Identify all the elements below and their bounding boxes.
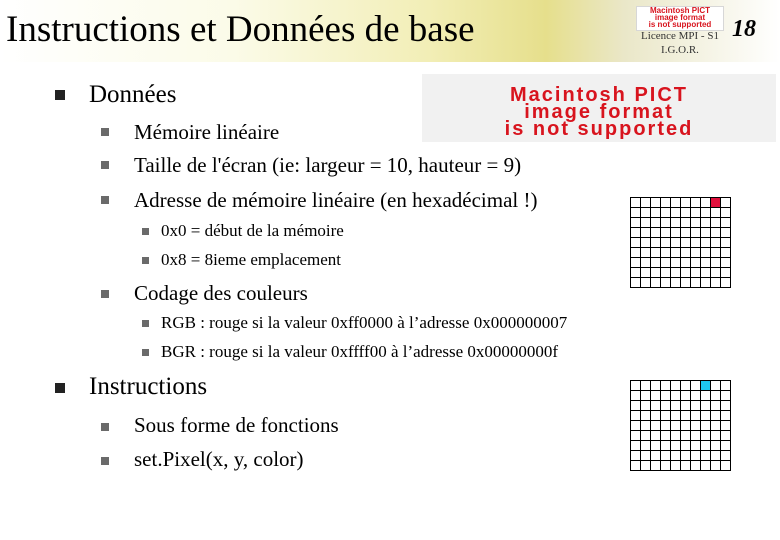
memory-cell [631,268,641,278]
memory-cell [681,208,691,218]
memory-cell [711,238,721,248]
memory-grid-rgb [630,197,731,288]
memory-cell [701,268,711,278]
memory-cell [681,278,691,288]
memory-cell [641,441,651,451]
memory-cell [691,268,701,278]
memory-cell [651,238,661,248]
memory-grid-bgr [630,380,731,471]
list-item: Adresse de mémoire linéaire (en hexadécimal !) [134,188,538,212]
memory-cell [681,381,691,391]
memory-cell [711,381,721,391]
memory-cell [661,461,671,471]
memory-cell [691,258,701,268]
memory-cell [631,441,641,451]
memory-cell [631,431,641,441]
memory-cell [681,238,691,248]
memory-cell [701,421,711,431]
memory-cell [671,198,681,208]
list-item: BGR : rouge si la valeur 0xffff00 à l’adresse 0x00000000f [161,342,559,361]
memory-cell [631,198,641,208]
memory-cell [641,278,651,288]
memory-cell [641,208,651,218]
memory-cell [721,278,731,288]
memory-cell [661,411,671,421]
memory-cell [651,208,661,218]
memory-cell [651,228,661,238]
memory-cell [721,421,731,431]
memory-cell [651,198,661,208]
list-item: 0x8 = 8ieme emplacement [161,250,341,269]
memory-cell [711,208,721,218]
memory-cell [691,401,701,411]
slide-number: 18 [732,16,756,42]
memory-cell [641,391,651,401]
memory-cell [711,391,721,401]
memory-cell [691,198,701,208]
memory-cell [671,228,681,238]
memory-cell [661,441,671,451]
pict-image-placeholder: Macintosh PICT image format is not supported [422,74,776,142]
section-instructions: Instructions [89,373,208,400]
memory-cell [631,421,641,431]
memory-cell [661,268,671,278]
list-item: Mémoire linéaire [134,120,280,144]
list-item: RGB : rouge si la valeur 0xff0000 à l’adresse 0x000000007 [161,313,568,332]
memory-cell [641,268,651,278]
memory-cell [691,451,701,461]
memory-cell [691,381,701,391]
memory-cell [721,228,731,238]
memory-cell [681,228,691,238]
memory-cell [651,411,661,421]
memory-cell [711,431,721,441]
memory-cell [671,238,681,248]
memory-cell [711,461,721,471]
bullet-icon [101,128,109,136]
memory-cell [631,238,641,248]
memory-cell [691,411,701,421]
memory-cell [651,391,661,401]
memory-cell [641,228,651,238]
memory-cell [631,248,641,258]
memory-cell [651,218,661,228]
bullet-icon [142,349,149,356]
memory-cell [631,278,641,288]
bullet-icon [101,290,109,298]
memory-cell [641,411,651,421]
memory-cell [691,248,701,258]
memory-cell [711,421,721,431]
memory-cell [671,381,681,391]
memory-cell [631,228,641,238]
memory-cell [631,381,641,391]
memory-cell [711,218,721,228]
memory-cell [721,461,731,471]
bullet-icon [101,161,109,169]
memory-cell [641,421,651,431]
memory-cell [661,431,671,441]
memory-cell [711,258,721,268]
memory-cell [651,381,661,391]
list-item: Sous forme de fonctions [134,413,339,437]
memory-cell [681,218,691,228]
memory-cell [701,391,711,401]
memory-cell [661,401,671,411]
memory-cell [721,451,731,461]
memory-cell [641,198,651,208]
memory-cell [691,441,701,451]
memory-cell [651,451,661,461]
memory-cell [721,268,731,278]
memory-cell [701,258,711,268]
memory-cell [691,421,701,431]
memory-cell [691,431,701,441]
memory-cell [671,441,681,451]
memory-cell [671,258,681,268]
memory-cell [681,421,691,431]
memory-cell [661,198,671,208]
memory-cell [631,391,641,401]
memory-cell [641,461,651,471]
memory-cell [641,401,651,411]
memory-cell [721,431,731,441]
memory-cell [661,258,671,268]
small-pict-placeholder: Macintosh PICT image format is not supported [636,6,724,31]
bullet-icon [101,457,109,465]
memory-cell [641,248,651,258]
memory-cell [661,238,671,248]
memory-cell [691,461,701,471]
memory-cell [721,218,731,228]
memory-cell [721,401,731,411]
memory-cell [631,208,641,218]
memory-cell [631,461,641,471]
memory-cell [661,228,671,238]
memory-cell [651,421,661,431]
memory-cell [711,411,721,421]
memory-cell [681,198,691,208]
memory-cell [671,421,681,431]
memory-cell [691,228,701,238]
memory-cell [681,411,691,421]
memory-cell [661,208,671,218]
memory-cell [681,451,691,461]
memory-cell [641,238,651,248]
memory-cell [651,441,661,451]
memory-cell [701,401,711,411]
memory-cell [721,248,731,258]
memory-cell [681,248,691,258]
list-item: 0x0 = début de la mémoire [161,221,344,240]
memory-cell [661,218,671,228]
memory-cell [641,451,651,461]
memory-cell [681,431,691,441]
memory-cell-highlighted [711,198,721,208]
licence-label [624,29,736,57]
memory-cell [691,391,701,401]
memory-cell [671,451,681,461]
memory-cell [711,451,721,461]
memory-cell [711,248,721,258]
memory-cell [671,411,681,421]
memory-cell [691,278,701,288]
memory-cell [721,441,731,451]
bullet-icon [55,90,65,100]
memory-cell [711,441,721,451]
memory-cell [701,228,711,238]
section-donnees: Données [89,81,177,108]
memory-cell [701,248,711,258]
memory-cell [701,441,711,451]
memory-cell [721,208,731,218]
list-item: Taille de l'écran (ie: largeur = 10, hauteur = 9) [134,153,522,177]
memory-cell [711,268,721,278]
memory-cell-highlighted [701,381,711,391]
memory-cell [701,278,711,288]
memory-cell [681,268,691,278]
memory-cell [711,401,721,411]
memory-cell [661,421,671,431]
memory-cell [671,431,681,441]
bullet-icon [142,257,149,264]
memory-cell [641,218,651,228]
memory-cell [701,238,711,248]
memory-cell [651,248,661,258]
memory-cell [641,381,651,391]
memory-cell [721,411,731,421]
memory-cell [721,238,731,248]
memory-cell [671,218,681,228]
memory-cell [661,381,671,391]
memory-cell [651,268,661,278]
licence-line-2: I.G.O.R. [661,44,699,56]
memory-cell [631,451,641,461]
memory-cell [641,431,651,441]
memory-cell [651,401,661,411]
memory-cell [721,391,731,401]
list-item: set.Pixel(x, y, color) [134,447,304,471]
memory-cell [631,258,641,268]
memory-cell [721,198,731,208]
memory-cell [681,401,691,411]
bullet-icon [101,196,109,204]
bullet-icon [55,383,65,393]
memory-cell [681,441,691,451]
memory-cell [671,208,681,218]
memory-cell [631,401,641,411]
memory-cell [721,381,731,391]
memory-cell [691,218,701,228]
memory-cell [691,208,701,218]
memory-cell [701,431,711,441]
licence-line-1: Licence MPI - S1 [641,30,719,42]
memory-cell [701,218,711,228]
list-item: Codage des couleurs [134,281,308,305]
slide-title: Instructions et Données de base [6,9,475,50]
memory-cell [671,278,681,288]
memory-cell [671,461,681,471]
memory-cell [651,278,661,288]
memory-cell [671,391,681,401]
memory-cell [701,198,711,208]
memory-cell [631,411,641,421]
memory-cell [651,258,661,268]
memory-cell [671,401,681,411]
memory-cell [651,461,661,471]
bullet-icon [142,320,149,327]
memory-cell [681,258,691,268]
memory-cell [681,461,691,471]
memory-cell [661,248,671,258]
memory-cell [671,248,681,258]
memory-cell [651,431,661,441]
memory-cell [661,278,671,288]
memory-cell [701,461,711,471]
memory-cell [711,278,721,288]
memory-cell [661,391,671,401]
memory-cell [661,451,671,461]
memory-cell [711,228,721,238]
memory-cell [691,238,701,248]
memory-cell [631,218,641,228]
memory-cell [671,268,681,278]
memory-cell [701,451,711,461]
memory-cell [681,391,691,401]
bullet-icon [142,228,149,235]
memory-cell [641,258,651,268]
memory-cell [721,258,731,268]
memory-cell [701,208,711,218]
memory-cell [701,411,711,421]
bullet-icon [101,423,109,431]
